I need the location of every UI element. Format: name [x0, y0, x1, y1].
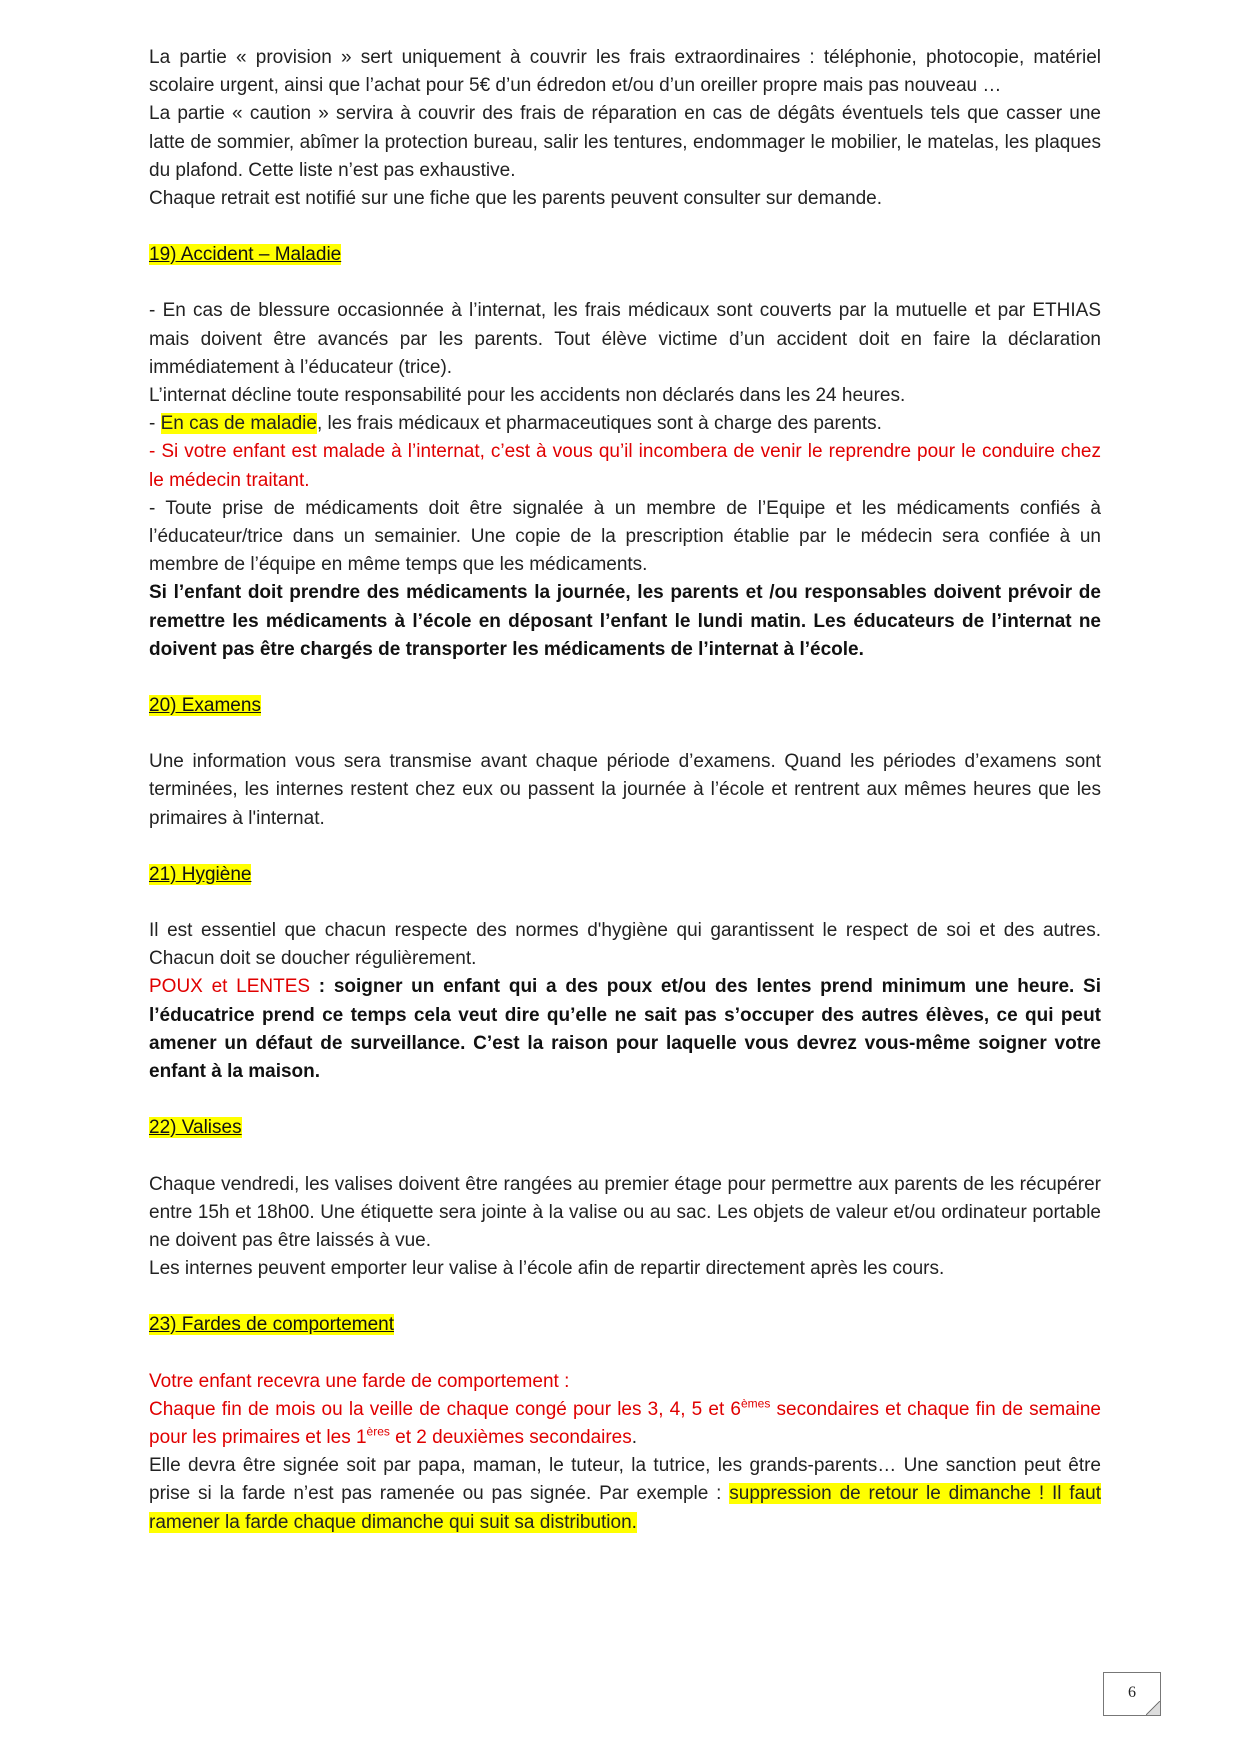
illness-rest: , les frais médicaux et pharmaceutiques sont à charge des parents.	[316, 413, 882, 435]
responsibility-paragraph: L’internat décline toute responsabilité pour les accidents non déclarés dans les 24 heures.	[149, 385, 906, 407]
section-20-heading	[149, 692, 1101, 720]
schedule-text-c: et 2 deuxièmes secondaires	[389, 1426, 632, 1448]
caution-paragraph: La partie « caution » servira à couvrir des frais de réparation en cas de dégâts éventuels tels que casser une latte de sommier, abîmer la protection bureau, salir les tentures, endommager le mobilier, le matelas, les plaques du plafond. Cette liste n’est pas exhaustive.	[149, 103, 1101, 181]
section-23-heading	[149, 1311, 1101, 1339]
hygiene-paragraph: Il est essentiel que chacun respecte des normes d'hygiène qui garantissent le respect de soi et des autres. Chacun doit se doucher régulièrement.	[149, 920, 1101, 970]
medication-school-paragraph: Si l’enfant doit prendre des médicaments la journée, les parents et /ou responsables doivent prévoir de remettre les médicaments à l’école en déposant l’enfant le lundi matin. Les éducateurs de l’internat ne doivent pas être chargés de transporter les médicaments de l’internat à l’école.	[149, 582, 1101, 660]
exams-paragraph: Une information vous sera transmise avant chaque période d’examens. Quand les périodes d’examens sont terminées, les internes restent chez eux ou passent la journée à l’école et rentrent aux mêmes heures que les primaires à l'internat.	[149, 751, 1101, 829]
schedule-text-b: secondaires et chaque fin de semaine pour les primaires et les 1	[149, 1398, 1101, 1448]
section-21-title: 21) Hygiène	[149, 863, 252, 885]
signature-text: Elle devra être signée soit par papa, maman, le tuteur, la tutrice, les grands-parents… Une sanction peut être prise si la farde n’est pas ramenée ou pas signée. Par exemple :	[149, 1455, 1101, 1505]
section-22-title: 22) Valises	[149, 1117, 242, 1139]
section-21-heading	[149, 861, 1101, 889]
schedule-text-a: Chaque fin de mois ou la veille de chaque congé pour les 3, 4, 5 et 6	[149, 1398, 741, 1420]
section-20-title: 20) Examens	[149, 695, 261, 717]
section-22-heading	[149, 1114, 1101, 1142]
behavior-signature-paragraph	[149, 1452, 1101, 1537]
schedule-sup-emes: èmes	[741, 1396, 771, 1411]
page-number: 6	[1128, 1684, 1136, 1701]
medication-paragraph: - Toute prise de médicaments doit être signalée à un membre de l’Equipe et les médicaments confiés à l’éducateur/trice dans un semainier. Une copie de la prescription établie par le médecin sera confiée à un membre de l’équipe en même temps que les médicaments.	[149, 497, 1101, 576]
illness-prefix: -	[149, 413, 161, 435]
schedule-sup-eres: ères	[366, 1424, 390, 1439]
section-19-title: 19) Accident – Maladie	[149, 244, 342, 266]
schedule-end: .	[631, 1426, 638, 1448]
behavior-schedule-paragraph	[149, 1396, 1101, 1452]
section-19-heading	[149, 241, 1101, 269]
document-page	[149, 44, 1101, 1537]
illness-paragraph	[149, 410, 1101, 438]
signature-highlight: suppression de retour le dimanche ! Il faut ramener la farde chaque dimanche qui suit sa distribution.	[149, 1483, 1101, 1533]
section-23-title: 23) Fardes de comportement	[149, 1314, 395, 1336]
retrait-paragraph: Chaque retrait est notifié sur une fiche que les parents peuvent consulter sur demande.	[149, 188, 882, 210]
lice-paragraph	[149, 973, 1101, 1086]
suitcase-paragraph: Chaque vendredi, les valises doivent être rangées au premier étage pour permettre aux parents de les récupérer entre 15h et 18h00. Une étiquette sera jointe à la valise ou au sac. Les objets de valeur et/ou ordinateur portable ne doivent pas être laissés à vue.	[149, 1173, 1101, 1251]
page-fold-icon	[1146, 1701, 1160, 1715]
sick-child-paragraph: - Si votre enfant est malade à l’internat, c’est à vous qu’il incombera de venir le reprendre pour le conduire chez le médecin traitant.	[149, 441, 1101, 491]
lice-text: : soigner un enfant qui a des poux et/ou des lentes prend minimum une heure. Si l’éducatrice prend ce temps cela veut dire qu’elle ne sait pas s’occuper des autres élèves, ce qui peut amener un défaut de surveillance. C’est la raison pour laquelle vous devrez vous-même soigner votre enfant à la maison.	[149, 976, 1101, 1083]
page-number-box	[1103, 1672, 1161, 1716]
lice-label: POUX et LENTES	[149, 976, 311, 998]
accident-paragraph: - En cas de blessure occasionnée à l’internat, les frais médicaux sont couverts par la mutuelle et par ETHIAS mais doivent être avancés par les parents. Tout élève victime d’un accident doit en faire la déclaration immédiatement à l’éducateur (trice).	[149, 300, 1101, 378]
illness-highlight: En cas de maladie	[160, 413, 317, 435]
behavior-intro-paragraph: Votre enfant recevra une farde de comportement :	[149, 1370, 570, 1392]
suitcase-school-paragraph: Les internes peuvent emporter leur valise à l’école afin de repartir directement après les cours.	[149, 1258, 945, 1280]
provision-paragraph: La partie « provision » sert uniquement à couvrir les frais extraordinaires : téléphonie, photocopie, matériel scolaire urgent, ainsi que l’achat pour 5€ d’un édredon et/ou d’un oreiller propre mais pas nouveau …	[149, 47, 1101, 97]
